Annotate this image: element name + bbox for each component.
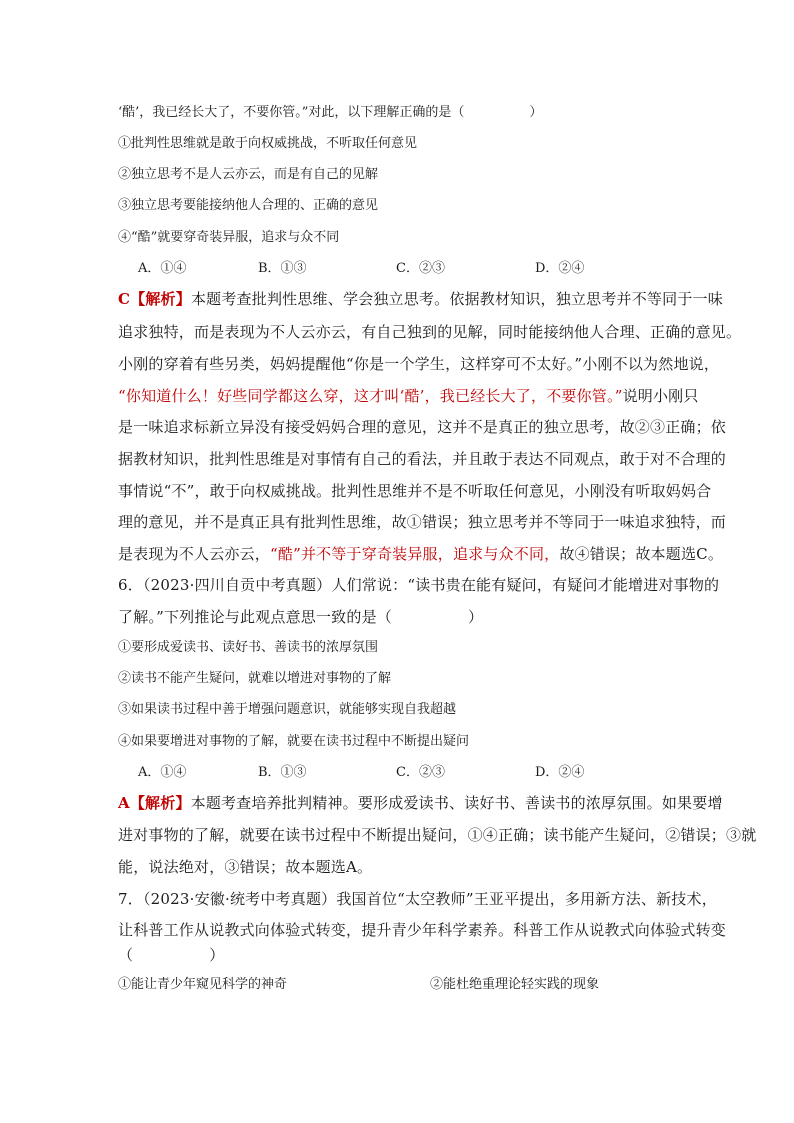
q5-analysis-line-9 bbox=[118, 547, 723, 562]
q5-option-c: C．②③ bbox=[396, 261, 445, 276]
q6-item-3: ③如果读书过程中善于增强问题意识，就能够实现自我超越 bbox=[118, 702, 457, 717]
q6-option-a: A．①④ bbox=[138, 765, 187, 780]
q6-item-4: ④如果要增进对事物的了解，就要在读书过程中不断提出疑问 bbox=[118, 734, 470, 749]
q5-analysis-text-4: 说明小刚只 bbox=[622, 387, 699, 405]
q6-item-1: ①要形成爱读书、读好书、善读书的浓厚氛围 bbox=[118, 640, 379, 655]
q5-item-2: ②独立思考不是人云亦云，而是有自己的见解 bbox=[118, 167, 379, 182]
q6-stem-line-1: 6．（2023·四川自贡中考真题）人们常说：“读书贵在能有疑问，有疑问才能增进对事物的 bbox=[118, 576, 720, 594]
q7-answer-blank: （ ） bbox=[118, 946, 225, 964]
q5-item-3: ③独立思考要能接纳他人合理的、正确的意见 bbox=[118, 198, 379, 213]
q6-option-c: C．②③ bbox=[396, 765, 445, 780]
q5-analysis-line-4 bbox=[118, 389, 699, 404]
q5-analysis-line-3: 小刚的穿着有些另类，妈妈提醒他“你是一个学生，这样穿可不太好。”小刚不以为然地说， bbox=[118, 355, 720, 373]
q6-answer-tag: A【解析】 bbox=[118, 794, 191, 812]
q5-analysis-text-1: 本题考查批判性思维、学会独立思考。依据教材知识，独立思考并不等同于一味 bbox=[190, 290, 723, 308]
q5-analysis-line-7: 事情说“不”，敢于向权威挑战。批判性思维并不是不听取任何意见，小刚没有听取妈妈合 bbox=[118, 482, 712, 500]
q5-stem-tail: ‘酷’，我已经长大了，不要你管。”对此，以下理解正确的是（ ） bbox=[118, 105, 543, 120]
q5-option-b: B．①③ bbox=[258, 261, 307, 276]
q5-analysis-quote: “你知道什么！好些同学都这么穿，这才叫‘酷’，我已经长大了，不要你管。” bbox=[118, 387, 623, 405]
q6-option-d: D．②④ bbox=[535, 765, 585, 780]
q5-analysis-line-5: 是一味追求标新立异没有接受妈妈合理的意见，这并不是真正的独立思考，故②③正确；依 bbox=[118, 418, 727, 436]
q7-item-2: ②能杜绝重理论轻实践的现象 bbox=[430, 977, 600, 992]
q6-analysis-line-1 bbox=[118, 796, 723, 811]
q5-option-d: D．②④ bbox=[535, 261, 585, 276]
q6-analysis-text-1: 本题考查培养批判精神。要形成爱读书、读好书、善读书的浓厚氛围。如果要增 bbox=[190, 794, 723, 812]
q5-item-4: ④“酷”就要穿奇装异服，追求与众不同 bbox=[118, 230, 340, 245]
q6-option-b: B．①③ bbox=[258, 765, 307, 780]
q7-stem-line-2: 让科普工作从说教式向体验式转变，提升青少年科学素养。科普工作从说教式向体验式转变 bbox=[118, 921, 727, 939]
q5-analysis-text-9a: 是表现为不人云亦云， bbox=[118, 545, 271, 563]
q6-stem-line-2: 了解。”下列推论与此观点意思一致的是（ ） bbox=[118, 608, 484, 626]
q5-analysis-line-6: 据教材知识，批判性思维是对事情有自己的看法，并且敢于表达不同观点，敢于对不合理的 bbox=[118, 450, 727, 468]
q5-option-a: A．①④ bbox=[138, 261, 187, 276]
q5-analysis-line-1 bbox=[118, 292, 723, 307]
q5-analysis-text-9b: 故④错误；故本题选C。 bbox=[559, 545, 724, 563]
q6-item-2: ②读书不能产生疑问，就难以增进对事物的了解 bbox=[118, 671, 392, 686]
q6-analysis-line-2: 进对事物的了解，就要在读书过程中不断提出疑问，①④正确；读书能产生疑问，②错误；③就 bbox=[118, 826, 757, 844]
q6-analysis-line-3: 能，说法绝对，③错误；故本题选A。 bbox=[118, 858, 373, 876]
q5-analysis-line-8: 理的意见，并不是真正具有批判性思维，故①错误；独立思考并不等同于一味追求独特，而 bbox=[118, 513, 727, 531]
q5-item-1: ①批判性思维就是敢于向权威挑战，不听取任何意见 bbox=[118, 136, 418, 151]
q5-analysis-line-2: 追求独特，而是表现为不人云亦云，有自己独到的见解，同时能接纳他人合理、正确的意见。 bbox=[118, 323, 742, 341]
q5-analysis-highlight: “酷”并不等于穿奇装异服，追求与众不同， bbox=[270, 545, 560, 563]
q5-answer-tag: C【解析】 bbox=[118, 290, 191, 308]
q7-stem-line-1: 7．（2023·安徽·统考中考真题）我国首位“太空教师”王亚平提出，多用新方法、新技术， bbox=[118, 890, 717, 908]
q7-item-1: ①能让青少年窥见科学的神奇 bbox=[118, 977, 288, 992]
